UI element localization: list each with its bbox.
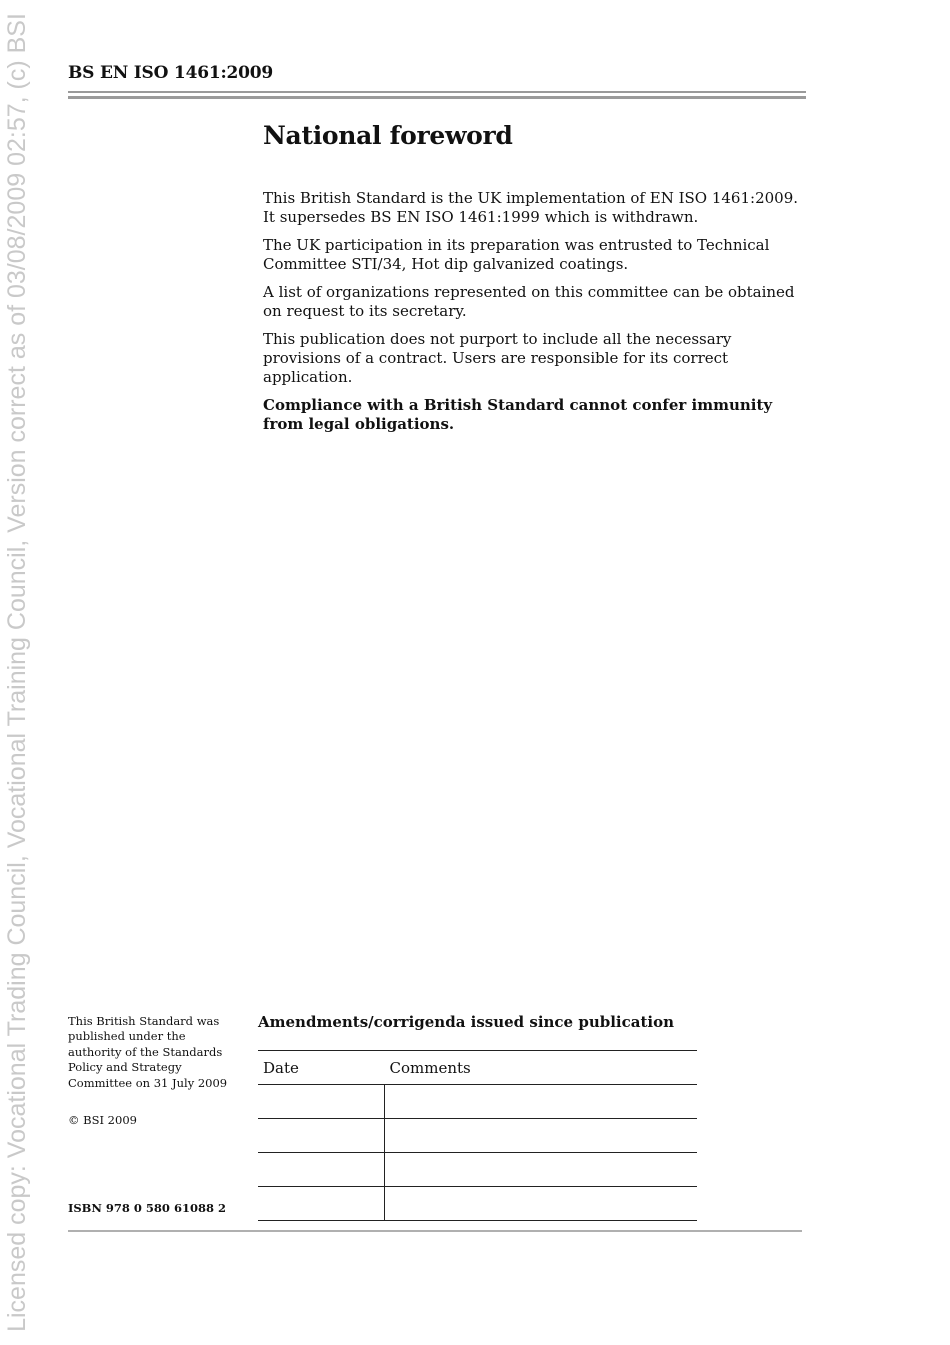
date-cell (258, 1187, 385, 1221)
column-header-comments: Comments (385, 1051, 698, 1085)
amendments-heading: Amendments/corrigenda issued since publication (258, 1013, 674, 1031)
foreword-paragraph: This British Standard is the UK implementation of EN ISO 1461:2009. It supersedes BS EN ISO 1461:1999 which is withdrawn. (263, 189, 799, 226)
column-header-date: Date (258, 1051, 385, 1085)
date-cell (258, 1153, 385, 1187)
header-rule-top (68, 91, 806, 93)
foreword-body (263, 189, 808, 443)
compliance-note: Compliance with a British Standard cannot confer immunity from legal obligations. (263, 396, 773, 433)
footer-rule (68, 1230, 802, 1232)
table-row (258, 1187, 697, 1221)
date-cell (258, 1085, 385, 1119)
foreword-paragraph: The UK participation in its preparation was entrusted to Technical Committee STI/34, Hot dip galvanized coatings. (263, 236, 770, 273)
foreword-paragraph: This publication does not purport to include all the necessary provisions of a contract. Users are responsible for its correct application. (263, 330, 732, 386)
document-reference: BS EN ISO 1461:2009 (68, 63, 274, 83)
comments-cell (385, 1187, 698, 1221)
comments-cell (385, 1153, 698, 1187)
date-cell (258, 1119, 385, 1153)
header-rule-bottom (68, 96, 806, 99)
publication-note: This British Standard was published under the authority of the Standards Policy and Strategy Committee on 31 July 2009 (68, 1014, 228, 1090)
table-row (258, 1119, 697, 1153)
table-row (258, 1153, 697, 1187)
foreword-paragraph: A list of organizations represented on this committee can be obtained on request to its secretary. (263, 283, 795, 320)
comments-cell (385, 1119, 698, 1153)
table-header-row (258, 1051, 697, 1085)
comments-cell (385, 1085, 698, 1119)
copyright-notice: © BSI 2009 (68, 1113, 137, 1127)
page-title: National foreword (263, 121, 513, 150)
license-watermark: Licensed copy: Vocational Trading Council, Vocational Training Council, Version correct as of 03/08/2009 02:57, (c) BSI (3, 13, 31, 1332)
amendments-table (258, 1050, 697, 1221)
table-row (258, 1085, 697, 1119)
isbn-number: ISBN 978 0 580 61088 2 (68, 1201, 226, 1215)
